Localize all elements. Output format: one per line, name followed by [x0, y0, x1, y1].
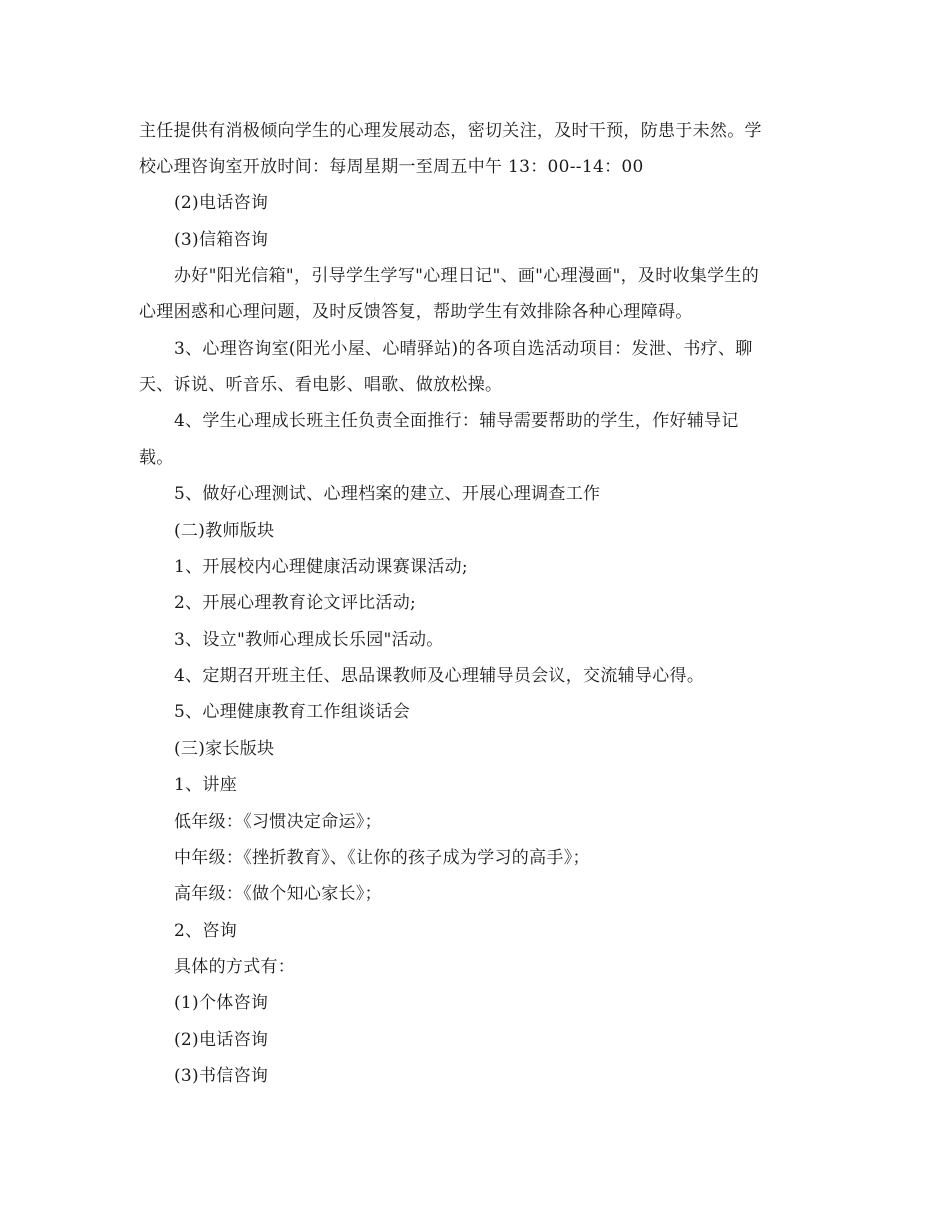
list-item: (2)电话咨询 [174, 193, 269, 213]
paragraph-line: 心理困惑和心理问题，及时反馈答复，帮助学生有效排除各种心理障碍。 [139, 302, 693, 322]
paragraph-line: 校心理咨询室开放时间：每周星期一至周五中午 13：00--14：00 [139, 157, 644, 177]
list-item: 高年级：《做个知心家长》； [174, 884, 382, 904]
list-item: 3、设立"教师心理成长乐园"活动。 [174, 630, 444, 650]
paragraph-line: 具体的方式有： [174, 957, 296, 977]
section-heading: (三)家长版块 [174, 739, 275, 759]
paragraph-line: 主任提供有消极倾向学生的心理发展动态，密切关注，及时干预，防患于未然。学 [139, 121, 762, 141]
section-heading: (二)教师版块 [174, 521, 275, 541]
list-item: 2、开展心理教育论文评比活动; [174, 593, 417, 613]
list-item: 5、做好心理测试、心理档案的建立、开展心理调查工作 [174, 484, 601, 504]
paragraph-line: 办好"阳光信箱"，引导学生学写"心理日记"、画"心理漫画"，及时收集学生的 [174, 266, 760, 286]
list-item: (3)书信咨询 [174, 1066, 269, 1086]
paragraph-line: 3、心理咨询室(阳光小屋、心晴驿站)的各项自选活动项目：发泄、书疗、聊 [174, 339, 753, 359]
list-item: 1、开展校内心理健康活动课赛课活动; [174, 557, 468, 577]
list-item: 4、定期召开班主任、思品课教师及心理辅导员会议，交流辅导心得。 [174, 666, 705, 686]
list-item: 2、咨询 [174, 921, 238, 941]
list-item: (1)个体咨询 [174, 993, 269, 1013]
list-item: 低年级：《习惯决定命运》； [174, 812, 382, 832]
list-item: (3)信箱咨询 [174, 230, 269, 250]
paragraph-line: 4、学生心理成长班主任负责全面推行：辅导需要帮助的学生，作好辅导记 [174, 411, 739, 431]
list-item: 5、心理健康教育工作组谈话会 [174, 702, 411, 722]
list-item: 中年级：《挫折教育》、《让你的孩子成为学习的高手》； [174, 848, 590, 868]
paragraph-line: 载。 [139, 448, 174, 468]
list-item: 1、讲座 [174, 775, 238, 795]
paragraph-line: 天、诉说、听音乐、看电影、唱歌、做放松操。 [139, 375, 503, 395]
list-item: (2)电话咨询 [174, 1030, 269, 1050]
